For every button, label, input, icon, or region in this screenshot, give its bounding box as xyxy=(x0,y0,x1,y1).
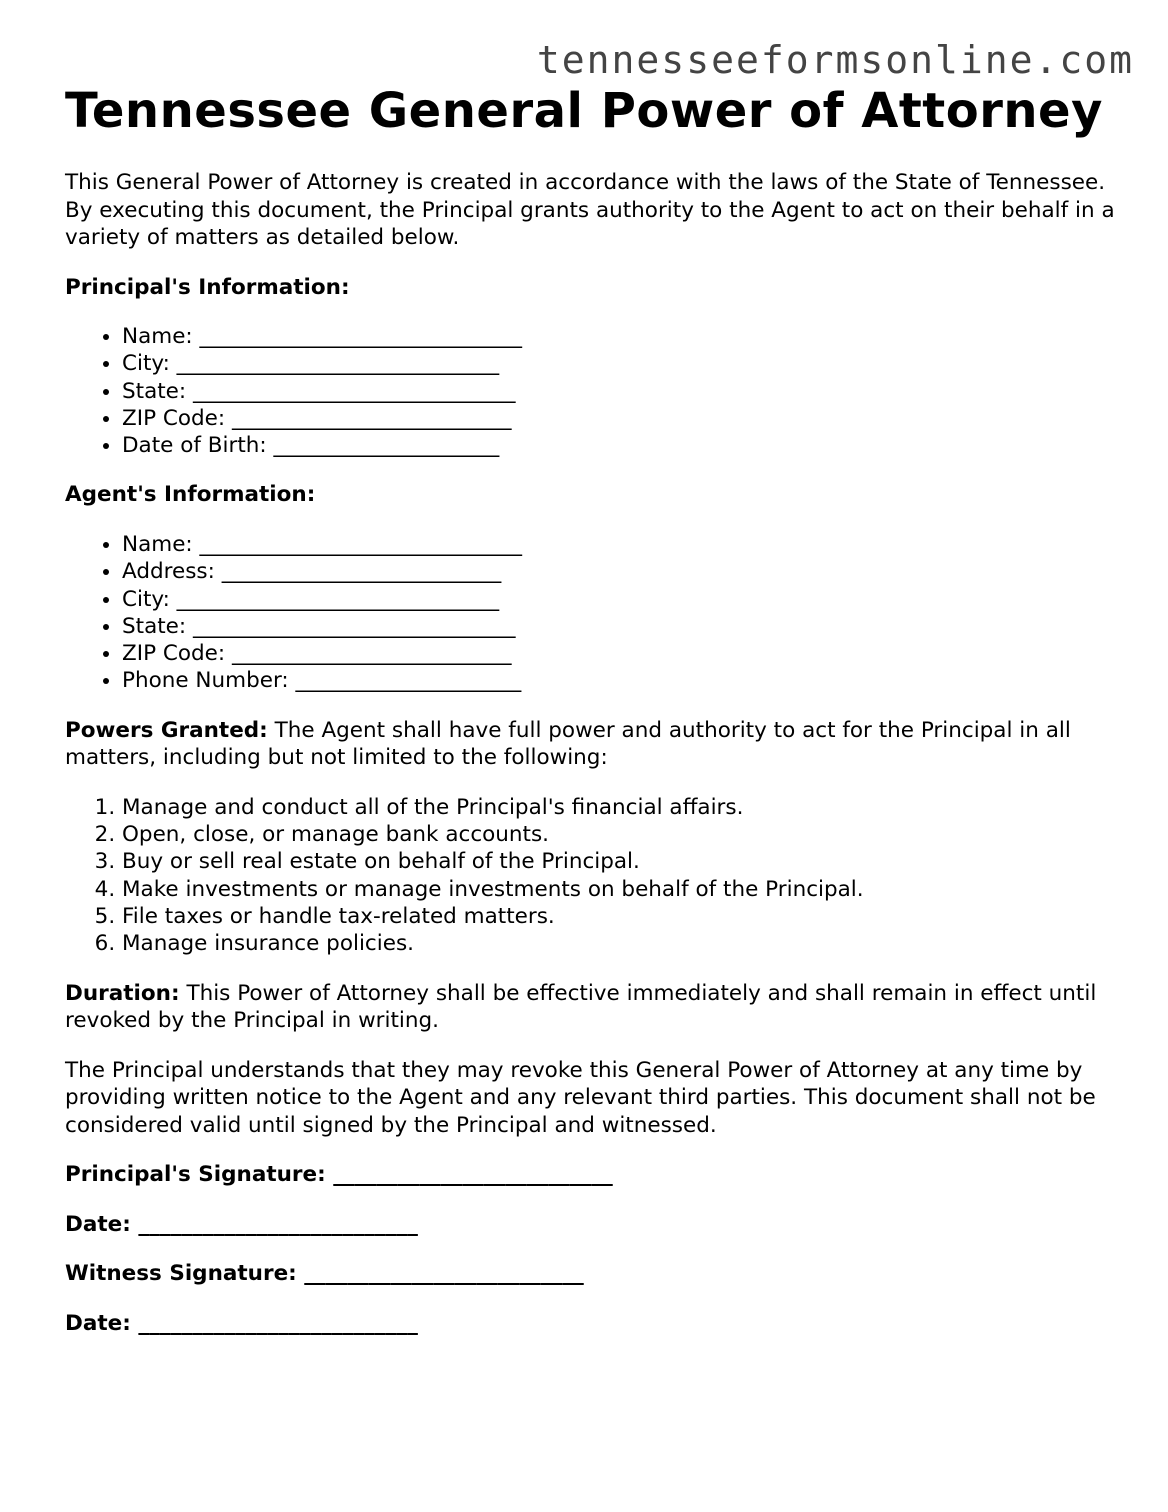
field-label: City: xyxy=(122,351,170,377)
agent-address-field[interactable] xyxy=(122,558,1115,585)
powers-list xyxy=(65,794,1115,958)
field-label: Name: xyxy=(122,324,193,349)
duration-text: This Power of Attorney shall be effective immediately and shall remain in effect until revoked by the Principal in writing. xyxy=(65,980,1097,1034)
principal-info-list xyxy=(65,323,1115,459)
field-label: ZIP Code: xyxy=(122,405,226,431)
principal-state-field[interactable] xyxy=(122,378,1115,405)
agent-info-heading: Agent's Information: xyxy=(65,482,316,508)
principal-date-line[interactable] xyxy=(65,1211,1115,1239)
field-label: Name: xyxy=(122,531,193,557)
power-item: 3. Buy or sell real estate on behalf of the Principal. xyxy=(122,848,1115,875)
agent-zip-field[interactable] xyxy=(122,640,1115,667)
power-item: 1. Manage and conduct all of the Principal's financial affairs. xyxy=(122,794,1115,821)
intro-paragraph: This General Power of Attorney is created in accordance with the laws of the State of Tennessee. By executing this document, the Principal grants authority to the Agent to act on their behalf in a variety of matters as detailed below. xyxy=(65,170,1115,250)
field-label: State: xyxy=(122,378,187,404)
powers-granted-text: The Agent shall have full power and authority to act for the Principal in all matters, including but not limited to the following: xyxy=(65,717,1071,771)
agent-name-field[interactable] xyxy=(122,531,1115,558)
blank-line[interactable]: _____________________ xyxy=(273,433,500,459)
power-item: 6. Manage insurance policies. xyxy=(122,930,1115,957)
field-label: Address: xyxy=(122,559,215,585)
blank-line[interactable]: __________________________ xyxy=(232,641,512,667)
blank-line[interactable]: ______________________________ xyxy=(176,586,500,612)
witness-date-line[interactable] xyxy=(65,1310,1115,1338)
blank-line[interactable]: __________________________ xyxy=(221,559,502,585)
agent-city-field[interactable] xyxy=(122,586,1115,613)
agent-state-field[interactable] xyxy=(122,613,1115,640)
witness-signature-label: Witness Signature: xyxy=(65,1261,297,1287)
duration-paragraph xyxy=(65,980,1115,1035)
revocation-paragraph: The Principal understands that they may revoke this General Power of Attorney at any time by providing written notice to the Agent and any relevant third parties. This document shall not be considered valid until signed by the Principal and witnessed. xyxy=(65,1057,1096,1138)
date-label: Date: xyxy=(65,1310,131,1336)
powers-granted-lead: Powers Granted: xyxy=(65,717,268,743)
blank-line[interactable]: ______________________________ xyxy=(193,378,516,404)
powers-granted-paragraph xyxy=(65,717,1115,772)
power-item: 5. File taxes or handle tax-related matters. xyxy=(122,903,1115,930)
principal-name-field[interactable] xyxy=(122,323,1115,350)
blank-line[interactable]: __________________________ xyxy=(333,1162,613,1188)
blank-line[interactable]: __________________________ xyxy=(138,1211,418,1237)
duration-lead: Duration: xyxy=(65,980,180,1006)
blank-line[interactable]: __________________________ xyxy=(232,405,512,431)
field-label: ZIP Code: xyxy=(122,641,226,667)
blank-line[interactable]: ______________________________ xyxy=(199,531,523,557)
witness-signature-line[interactable] xyxy=(65,1260,1115,1288)
power-item: 2. Open, close, or manage bank accounts. xyxy=(122,821,1115,848)
field-label: Phone Number: xyxy=(122,668,289,694)
principal-city-field[interactable] xyxy=(122,350,1115,377)
blank-line[interactable]: _____________________ xyxy=(295,668,522,694)
field-label: City: xyxy=(122,586,170,612)
agent-info-list xyxy=(65,531,1115,695)
field-label: Date of Birth: xyxy=(122,433,267,459)
principal-signature-line[interactable] xyxy=(65,1161,1115,1189)
blank-line[interactable]: ______________________________ xyxy=(193,613,516,639)
document-page xyxy=(65,80,1115,1337)
field-label: State: xyxy=(122,613,187,639)
blank-line[interactable]: __________________________ xyxy=(304,1261,584,1287)
watermark-text: tennesseeformsonline.com xyxy=(536,38,1134,82)
blank-line[interactable]: ______________________________ xyxy=(199,324,523,349)
principal-signature-label: Principal's Signature: xyxy=(65,1162,326,1188)
document-title: Tennessee General Power of Attorney xyxy=(65,83,1103,139)
blank-line[interactable]: __________________________ xyxy=(138,1310,418,1336)
principal-dob-field[interactable] xyxy=(122,432,1115,459)
principal-info-heading: Principal's Information: xyxy=(65,274,350,300)
agent-phone-field[interactable] xyxy=(122,667,1115,694)
date-label: Date: xyxy=(65,1211,131,1237)
power-item: 4. Make investments or manage investments on behalf of the Principal. xyxy=(122,876,1115,903)
blank-line[interactable]: ______________________________ xyxy=(176,351,500,377)
principal-zip-field[interactable] xyxy=(122,405,1115,432)
